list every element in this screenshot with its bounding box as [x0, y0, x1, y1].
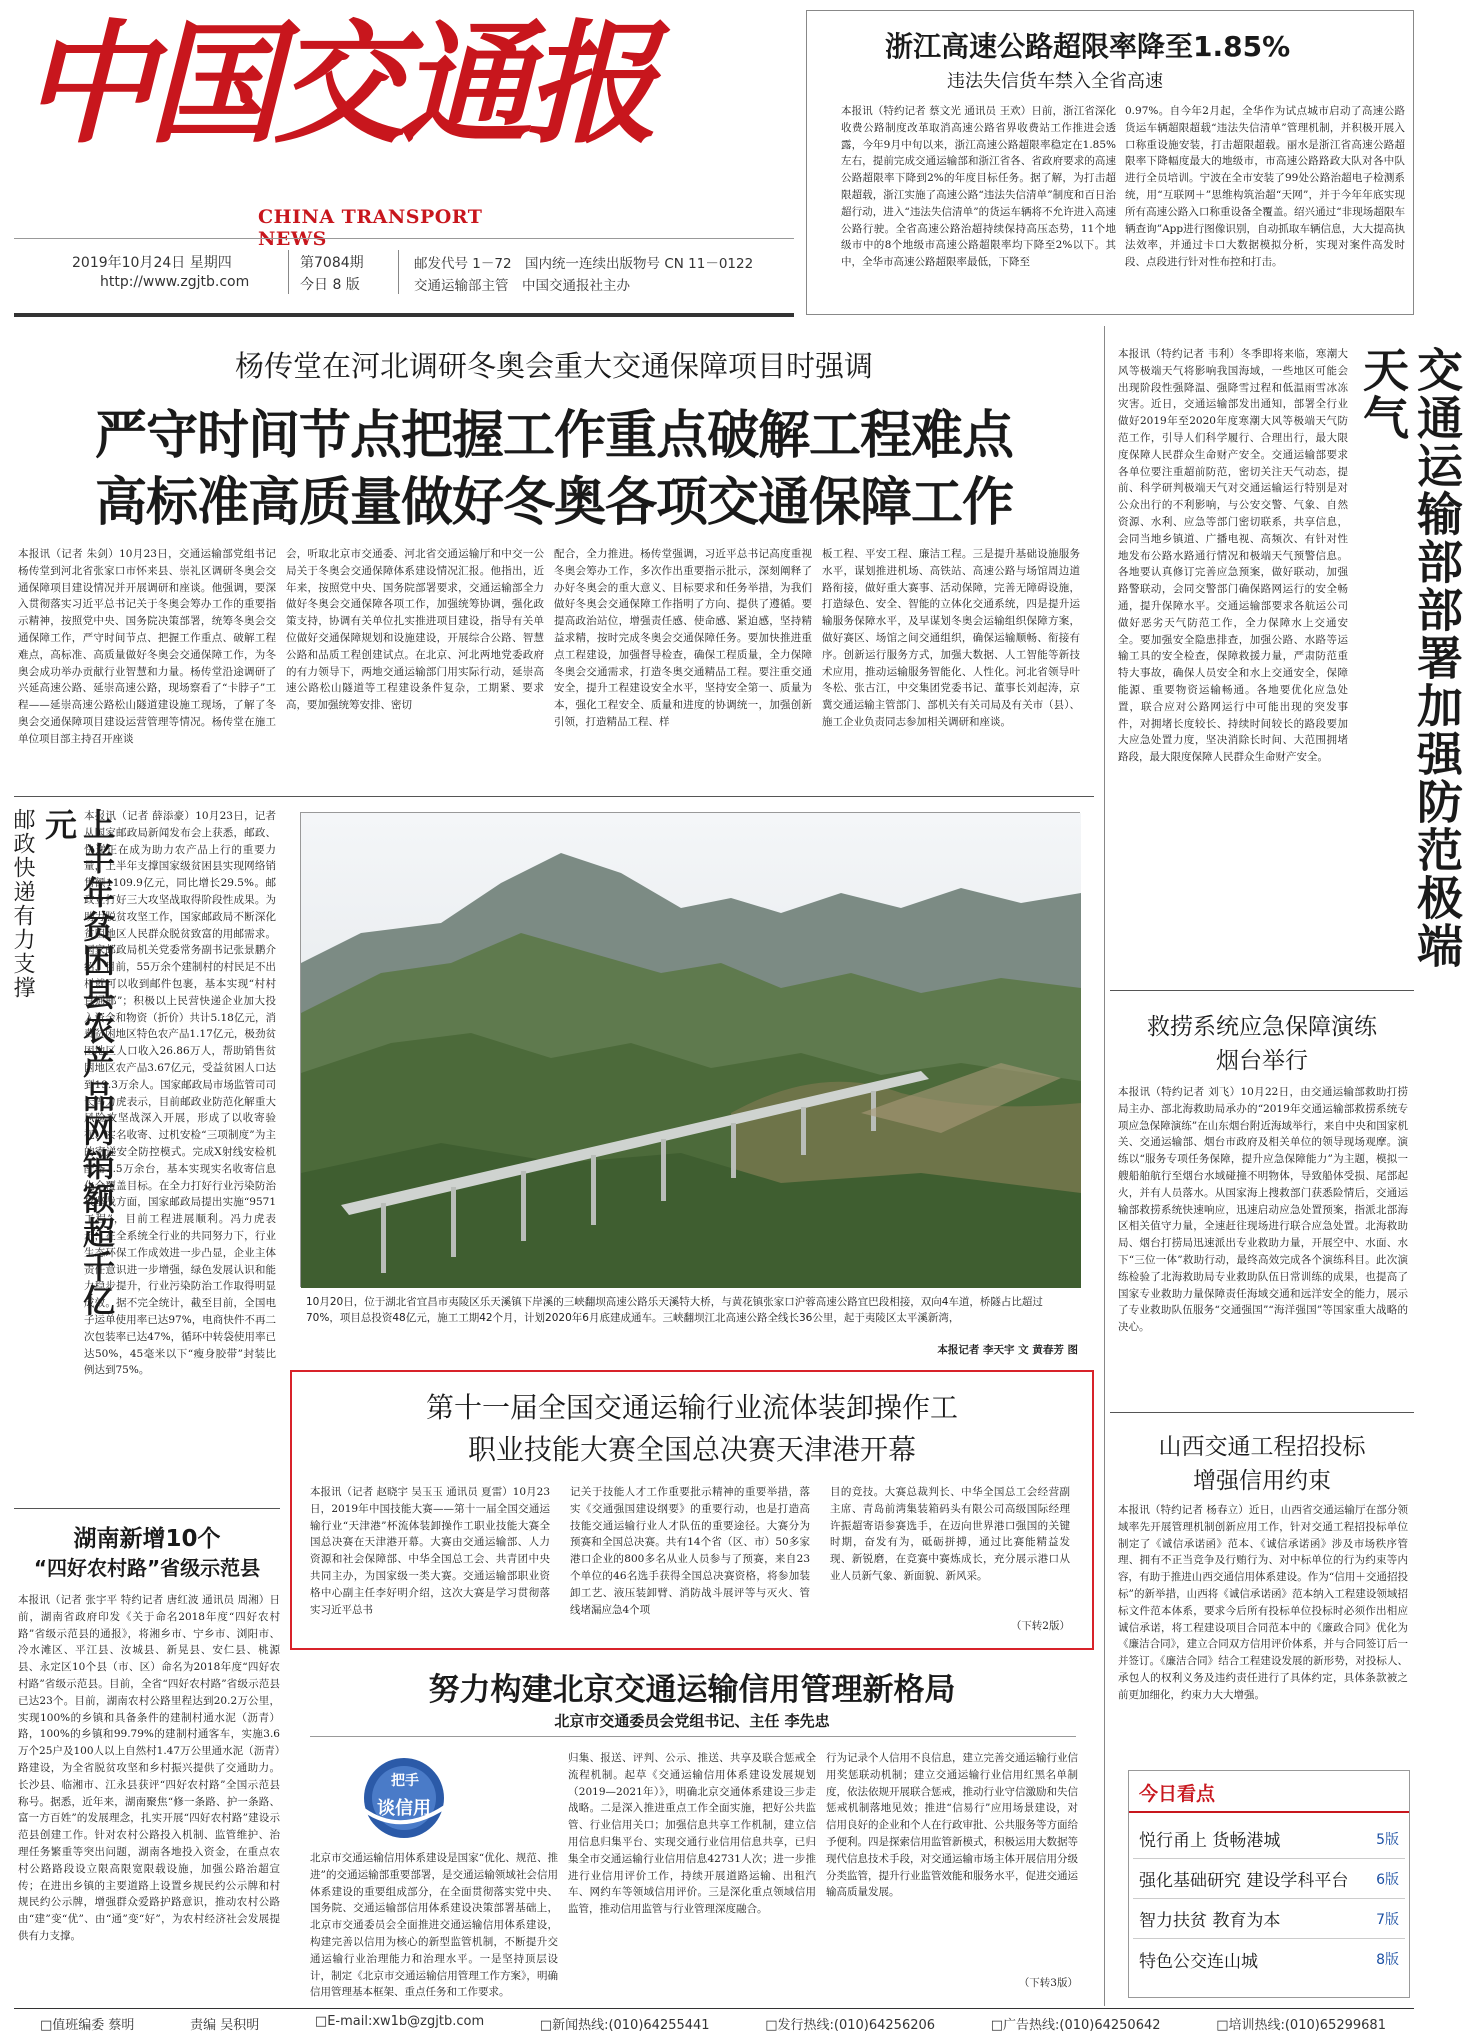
beijing-col3: 行为记录个人信用不良信息，建立完善交通运输行业信用奖惩联动机制；建立交通运输行业信用红黑名单制度，依法依规开展联合惩戒，推动行业守信激励和失信惩戒机制落地见效；推进“信易行”应用场景建设，对信用良好的企业和个人在行政审批、公共服务等方面给予便利。四是探索信用监管新模式，积极运用大数据等现代信息技术手段，对交通运输市场主体开展信用分级分类监管，提升行业监管效能和服务水平，促进交通运输高质量发展。 — [826, 1752, 1078, 1899]
footer-circulation-hotline: □发行热线:(010)64256206 — [765, 2018, 936, 2033]
top-news-title: 浙江高速公路超限率降至1.85% — [885, 30, 1291, 63]
rescue-title-1: 救捞系统应急保障演练 — [1147, 1014, 1377, 1040]
page-count: 今日 8 版 — [300, 277, 360, 293]
website-link[interactable]: http://www.zgjtb.com — [100, 274, 250, 290]
footer-editor: □值班编委 蔡明 — [40, 2018, 135, 2033]
index-item-label: 特色公交连山城 — [1139, 1951, 1258, 1972]
sponsor-info: 交通运输部主管 中国交通报社主办 — [414, 278, 630, 294]
top-news-box — [806, 10, 1414, 315]
photo-credit: 本报记者 李天宇 文 黄春芳 图 — [937, 1344, 1078, 1356]
beijing-col1: 北京市交通运输信用体系建设是国家“优化、规范、推进”的交通运输部重要部署，是交通运输领域社会信用体系建设的重要组成部分，在全面贯彻落实党中央、国务院、交通运输部信用体系建设决策部署基础上，北京市交通委员会全面推进交通运输信用体系建设，构建完善以信用为核心的新型监管机制，不断提升交通运输行业治理能力和治理水平。一是坚持顶层设计，制定《北京市交通运输信用管理工作方案》，明确信用管理基本框架、重点任务和工作要求。 — [310, 1852, 558, 1999]
contest-title-1: 第十一届全国交通运输行业流体装卸操作工 — [425, 1391, 958, 1424]
contest-col1: 本报讯（记者 赵晓宇 吴玉玉 通讯员 夏雷）10月23日，2019年中国技能大赛——第十一届全国交通运输行业“天津港”杯流体装卸操作工职业技能大赛全国总决赛在天津港开幕。大赛由交通运输部、人力资源和社会保障部、中华全国总工会、共青团中央共同主办，为国家级一类大赛。交通运输部职业资格中心副主任李好明介绍，这次大赛是学习贯彻落实习近平总书 — [310, 1486, 550, 1616]
lead-headline-1: 严守时间节点把握工作重点破解工程难点 — [94, 406, 1013, 466]
beijing-title: 努力构建北京交通运输信用管理新格局 — [428, 1672, 956, 1708]
poverty-kicker: 邮政快递有力支撑 — [10, 808, 35, 1000]
credit-logo-top: 把手 — [391, 1773, 419, 1789]
beijing-author: 北京市交通委员会党组书记、主任 李先忠 — [554, 1712, 830, 1730]
issue-number: 第7084期 — [300, 255, 364, 271]
rural-body: 本报讯（记者 张宇平 特约记者 唐红波 通讯员 周湘）日前，湖南省政府印发《关于命名2018年度“四好农村路”省级示范县的通报》，将湘乡市、宁乡市、浏阳市、冷水滩区、平江县、汝城县、新晃县、安仁县、桃源县、永定区10个县（市、区）命名为2018年度“四好农村路”省级示范县。目前，全省“四好农村路”省级示范县已达23个。目前，湖南农村公路里程达到20.2万公里，实现100%的乡镇和具备条件的建制村通水泥（沥青）路，100%的乡镇和99.79%的建制村通客车，实施3.6万个25户及100人以上自然村1.47万公里通水泥（沥青）路建设，为全省脱贫攻坚和乡村振兴提供了交通助力。长沙县、临湘市、江永县获评“四好农村路”全国示范县称号。据悉，近年来，湖南聚焦“修一条路、护一条路、富一方百姓”的发展理念，扎实开展“四好农村路”建设示范县创建工作。针对农村公路投入机制、监管维护、治理任务繁重等突出问题，湖南各地投入资金，在重点农村公路路段设立限高限宽限载设施，加强公路治超宣传；在进出乡镇的主要道路上设置乡规民约公示牌和村规民约公示牌，增强群众爱路护路意识，推动农村公路由“建”变“优”、由“通”变“好”，为农村经济社会发展提供有力支撑。 — [18, 1594, 280, 1942]
shanxi-title-2: 增强信用约束 — [1193, 1468, 1331, 1494]
index-item-label: 强化基础研究 建设学科平台 — [1139, 1871, 1349, 1891]
extreme-weather-title: 交通运输部部署加强防范极端天气 — [1356, 346, 1464, 970]
index-item-label: 悦行甬上 货畅港城 — [1139, 1831, 1281, 1851]
bridge-photo — [300, 812, 1080, 1287]
shanxi-title-1: 山西交通工程招投标 — [1158, 1434, 1366, 1460]
footer-ad-hotline: □广告热线:(010)64250642 — [990, 2018, 1161, 2033]
contest-col2: 记关于技能人才工作重要批示精神的重要举措，落实《交通强国建设纲要》的重要行动，也是打造高技能交通运输行业人才队伍的重要途径。大赛分为预赛和全国总决赛。共有14个省（区、市）50多家港口企业的800多名从业人员参与了预赛，来自23个单位的46名选手获得全国总决赛资格，将参加装卸工艺、液压装卸臂、消防战斗展评等与灭火、管线堵漏应急4个项 — [570, 1486, 810, 1616]
lead-col3: 配合，全力推进。杨传堂强调，习近平总书记高度重视冬奥会筹办工作，多次作出重要指示批示，深刻阐释了办好冬奥会的重大意义、目标要求和任务举措，为我们做好冬奥会交通保障工作指明了方向、提供了遵循。要提高政治站位，增强责任感、使命感、紧迫感，坚持精益求精，按时完成冬奥会交通保障任务。要加快推进重点工程建设，加强督导检查，确保工程质量，全力保障冬奥会交通需求，打造冬奥交通精品工程。要注重交通安全，提升工程建设安全水平，坚持安全第一、质量为本，强化工程安全、质量和进度的协调统一，加强创新引领，打造精品工程、样 — [554, 548, 812, 728]
credit-column-logo — [334, 1752, 474, 1842]
rural-title-1: 湖南新增10个 — [73, 1526, 221, 1552]
today-index-title: 今日看点 — [1139, 1783, 1216, 1805]
lead-col1: 本报讯（记者 朱剑）10月23日，交通运输部党组书记杨传堂到河北省张家口市怀来县、崇礼区调研冬奥会交通保障项目建设情况并开展调研和座谈。他强调，要深入贯彻落实习近平总书记关于冬奥会筹办工作的重要指示精神，按照党中央、国务院决策部署，统筹冬奥会交通保障工作，严守时间节点、把握工作重点、破解工程难点，高标准、高质量做好冬奥会交通保障工作，为冬奥会成功举办贡献行业智慧和力量。杨传堂沿途调研了兴延高速公路、延崇高速公路，现场察看了“卡脖子”工程——延崇高速公路松山隧道建设施工现场，了解了冬奥会交通保障项目建设运营管理等情况。杨传堂在施工单位项目部主持召开座谈 — [18, 548, 276, 745]
today-index-box — [1128, 1770, 1410, 1998]
contest-title-2: 职业技能大赛全国总决赛天津港开幕 — [467, 1433, 916, 1466]
lead-headline-2: 高标准高质量做好冬奥各项交通保障工作 — [94, 473, 1013, 533]
credit-logo-bottom: 谈信用 — [377, 1798, 431, 1819]
lead-kicker: 杨传堂在河北调研冬奥会重大交通保障项目时强调 — [234, 349, 873, 383]
footer-bar — [40, 2014, 1420, 2033]
top-news-col2: 0.97%。自今年2月起，全华作为试点城市启动了高速公路货运车辆超限超载“违法失信清单”管理机制，并积极开展入口称重设施安装，打击超限超载。丽水是浙江省高速公路超限率下降幅度最大的地级市，市高速公路路政大队对各中队进行全员培训。宁波在全市安装了99处公路治超电子检测系统，用“互联网＋”思维构筑治超“天网”，并于今年年底实现所有高速公路入口称重设备全覆盖。绍兴通过“非现场超限车辆查询”App进行图像识别，自动抓取车辆信息，大大提高执法效率，并通过卡口大数据模拟分析，实现对案件高发时段、点段进行针对性布控和打击。 — [1125, 105, 1405, 269]
postal-info: 邮发代号 1－72 国内统一连续出版物号 CN 11－0122 — [414, 256, 754, 272]
index-item[interactable] — [1133, 1859, 1405, 1899]
footer-email[interactable]: □E-mail:xw1b@zgjtb.com — [314, 2014, 485, 2029]
extreme-weather-body: 本报讯（特约记者 韦利）冬季即将来临，寒潮大风等极端天气将影响我国海域，一些地区可能会出现阶段性强降温、强降雪过程和低温雨雪冰冻灾害。近日，交通运输部发出通知，部署全行业做好2019年至2020年度寒潮大风等极端天气防范工作，引导人们科学履行、合理出行，最大限度保障人民群众生命财产安全。交通运输部要求各单位要注重超前防范，密切关注天气动态，提前、科学研判极端天气对交通运输运行特别是对公众出行的不利影响，与公安交警、气象、自然资源、水利、应急等部门密切联系，共享信息，会同当地乡镇道、广播电视、高频次、有针对性地发布公路水路通行情况和极端天气预警信息。各地要认真修订完善应急预案，做好联动，加强路警联动，会同交警部门确保路网运行的安全畅通，提升保障水平。交通运输部要求各航运公司做好恶劣天气防范工作，全力保障水上交通安全。要加强安全隐患排查，加强公路、水路等运输工具的安全检查，保障救援力量，严肃防范重特大事故，确保人员安全和水上交通安全，保障能源、重要物资运输畅通。各地要优化应急处置，联合应对公路网运行中可能出现的突发事件，对拥堵长度较长、持续时间较长的路段要加大应急处置力度，坚决消除长时间、大范围拥堵路段，最大限度保障人民群众生命财产安全。 — [1118, 348, 1348, 764]
masthead-subtitle: CHINA TRANSPORT NEWS — [258, 206, 483, 250]
index-item[interactable] — [1133, 1939, 1405, 1979]
beijing-more[interactable]: （下转3版） — [1018, 1977, 1078, 1989]
rescue-body: 本报讯（特约记者 刘飞）10月22日，由交通运输部救助打捞局主办、部北海救助局承办的“2019年交通运输部救捞系统专项应急保障演练”在山东烟台附近海域举行，来自中央和国家机关、交通运输部、烟台市政府及相关单位的领导现场观摩。演练以“服务专项任务保障，提升应急保障能力”为主题，模拟一艘船舶航行至烟台水域碰撞不明物体，导致船体受损、尾部起火，并有人员落水。从国家海上搜救部门获悉险情后，交通运输部救捞系统快速响应，迅速启动应急处置预案，指派北部海区相关值守力量，全速赶往现场进行联合应急处置。北海救助局、烟台打捞局迅速派出专业救助力量，开展空中、水面、水下“三位一体”救助行动，最终高效完成各个演练科目。此次演练检验了北海救助局专业救助队伍日常训练的成果，也提高了国家专业救助力量保障责任海域交通和远洋安全的能力，展示了专业救助队伍服务“交通强国”“海洋强国”等国家重大战略的决心。 — [1118, 1086, 1408, 1334]
index-item-page: 7版 — [1376, 1911, 1399, 1928]
issue-date: 2019年10月24日 星期四 — [72, 255, 232, 271]
poverty-title: 上半年贫困县农产品网销额超千亿元 — [40, 808, 116, 1318]
top-news-col1: 本报讯（特约记者 蔡文光 通讯员 王欢）日前，浙江省深化收费公路制度改革取消高速公路省界收费站工作推进会透露，今年9月中旬以来，浙江高速公路超限率稳定在1.85%左右，提前完成交通运输部和浙江省各、省政府要求的高速公路超限率下降到2%的年度目标任务。据了解，为打击超限超载，浙江实施了高速公路“违法失信清单”制度和百日治超行动，进入“违法失信清单”的货运车辆将不允许进入高速公路行驶。全省高速公路治超持续保持高压态势，11个地级市中的8个地级市高速公路超限率均下降至2%以下。其中，全华市高速公路超限率最低，下降至 — [841, 105, 1116, 269]
lead-col4: 板工程、平安工程、廉洁工程。三是提升基础设施服务水平，谋划推进机场、高铁站、高速公路与场馆周边道路衔接，做好重大赛事、活动保障，完善无障碍设施，打造绿色、安全、智能的立体化交通系统，四是提升运输服务保障水平，及早谋划冬奥会运输组织保障方案，做好赛区、场馆之间交通组织，确保运输顺畅、衔接有序。创新运行服务方式，加强大数据、人工智能等新技术应用，推动运输服务智能化、人性化。河北省领导叶冬松、张古江，中交集团党委书记、董事长刘起涛，京冀交通运输主管部门、部机关有关司局及有关市（县）、施工企业负责同志参加相关调研和座谈。 — [822, 548, 1080, 728]
index-item[interactable] — [1133, 1899, 1405, 1939]
rural-title-2: “四好农村路”省级示范县 — [33, 1556, 261, 1580]
lead-col2: 会，听取北京市交通委、河北省交通运输厅和中交一公局关于冬奥会交通保障体系建设情况汇报。他指出，近年来，按照党中央、国务院部署要求，交通运输部全力做好冬奥会交通保障各项工作，加强统筹协调，强化政策支持，协调有关单位扎实推进项目建设，指导有关单位做好交通保障规划和设施建设，开展综合公路、智慧公路和品质工程创建试点。在北京、河北两地党委政府的有力领导下，两地交通运输部门用实际行动，延崇高速公路松山隧道等工程建设条件复杂，工期紧、要求高，要加强统筹安排、密切 — [286, 548, 544, 712]
photo-caption: 10月20日，位于湖北省宜昌市夷陵区乐天溪镇下岸溪的三峡翻坝高速公路乐天溪特大桥，与黄花镇张家口沪蓉高速公路宜巴段相接，双向4车道，桥隧占比超过70%，项目总投资48亿元，施工工期42个月，计划2020年6月底建成通车。三峡翻坝江北高速公路全线长36公里，起于夷陵区太平溪新湾， — [306, 1296, 1043, 1324]
masthead-title: 中国交通报 — [22, 7, 652, 162]
contest-more[interactable]: （下转2版） — [1010, 1620, 1070, 1632]
contest-col3: 目的竞技。大赛总裁判长、中华全国总工会经营副主席、青岛前湾集装箱码头有限公司高级国际经理许振超寄语参赛选手，在迈向世界港口强国的关键时期，奋发有为，砥砺拼搏，通过比赛能精益发现、新锐磨，在竞赛中赛炼成长，充分展示港口从业人员新气象、新面貌、新风采。 — [830, 1486, 1070, 1582]
footer-responsible: 责编 吴积明 — [190, 2018, 260, 2033]
contest-box — [290, 1370, 1094, 1650]
beijing-col2: 归集、报送、评判、公示、推送、共享及联合惩戒全流程机制。起草《交通运输信用体系建设发展规划（2019—2021年）》，明确北京交通体系建设三步走战略。二是深入推进重点工作全面实施，把好公共监管、行业信用关口；加强信息共享工作机制，建立信用信息归集平台、实现交通行业信用信息共享，已归集全市交通运输行业信用信息42731人次；进一步推进行业信用评价工作，持续开展道路运输、出租汽车、网约车等领域信用评价。三是深化重点领域信用监管，推动信用监管与行业管理深度融合。 — [568, 1752, 816, 1916]
index-item-page: 6版 — [1376, 1871, 1399, 1888]
footer-news-hotline: □新闻热线:(010)64255441 — [539, 2018, 710, 2033]
poverty-body: 本报讯（记者 薛添豪）10月23日，记者从国家邮政局新闻发布会上获悉，邮政、快递正在成为助力农产品上行的重要力量，上半年支撑国家级贫困县实现网络销售额1109.9亿元，同比增长29.5%。邮政业打好三大攻坚战取得阶段性成果。为助力脱贫攻坚工作，国家邮政局不断深化贫困地区人民群众脱贫致富的用邮需求。国家邮政局机关党委常务副书记张景鹏介绍，目前，55万余个建制村的村民足不出村就可以收到邮件包裹，基本实现“村村直通邮”；积极以上民营快递企业加大投入资金和物资（折价）共计5.18亿元，消费贫困地区特色农产品1.17亿元，极劲贫困地区人口收入26.86万人，帮助销售贫困地区农产品3.67亿元，受益贫困人口达到19.3万余人。国家邮政局市场监管司司长冯力虎表示，目前邮政业防范化解重大风险攻坚战深入开展，形成了以收寄验视、实名收寄、过机安检“三项制度”为主的寄递安全防控模式。完成X射线安检机配备1.5万余台，基本实现实名收寄信息化全覆盖目标。在全力打好行业污染防治攻坚战方面，国家邮政局提出实施“9571工程”，目前工程进展顺利。冯力虎表示，在全系统全行业的共同努力下，行业生态环保工作成效进一步凸显，企业主体责任意识进一步增强，绿色发展认识和能力稳步提升，行业污染防治工作取得明显成效。据不完全统计，截至目前，全国电子运单使用率已达97%，电商快件不再二次包装率已达47%，循环中转袋使用率已达50%，45毫米以下“瘦身胶带”封装比例达到75%。 — [84, 810, 276, 1377]
shanxi-body: 本报讯（特约记者 杨春立）近日，山西省交通运输厅在部分领域率先开展管理机制创新应用工作，针对交通工程招投标单位制定了《诚信承诺函》范本、《诚信承诺函》涉及市场秩序管理、拥有不正当竞争及行贿行为、对中标单位的行为约束等内容，有助于推进山西交通信用体系建设。作为“信用＋交通招投标”的新举措，山西将《诚信承诺函》范本纳入工程建设领域招标文件范本体系，要求今后所有投标单位投标时必须作出相应诚信承诺，将工程建设项目合同范本中的《廉政合同》优化为《廉洁合同》，建立合同双方信用评价体系，并与合同签订后一并签订。《廉洁合同》结合工程建设发展的新形势，对投标人、承包人的权利义务及违约责任进行了具体约定，具体条款被之前更加细化，约束力大大增强。 — [1118, 1504, 1408, 1701]
index-item-page: 8版 — [1376, 1952, 1399, 1968]
bridge-photo-image — [301, 813, 1081, 1288]
index-item-page: 5版 — [1376, 1831, 1399, 1848]
footer-training-hotline: □培训热线:(010)65299681 — [1216, 2018, 1386, 2033]
index-item[interactable] — [1133, 1819, 1405, 1859]
rescue-title-2: 烟台举行 — [1216, 1048, 1308, 1074]
top-news-subtitle: 违法失信货车禁入全省高速 — [947, 71, 1163, 92]
index-item-label: 智力扶贫 教育为本 — [1139, 1911, 1281, 1931]
